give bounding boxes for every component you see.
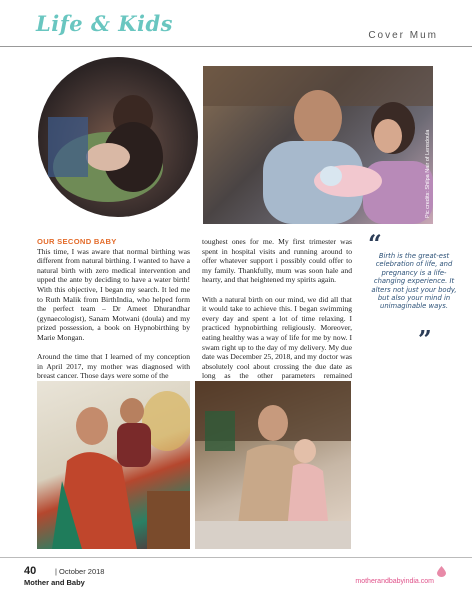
pull-quote: Birth is the great-est celebration of life, and pregnancy is a life-changing experience. It alters not just your body, but also your mind in unimaginable ways. (371, 252, 457, 311)
page-number: 40 (24, 565, 37, 577)
open-quote-mark: “ (368, 229, 382, 258)
header-divider (0, 46, 472, 47)
article-column-2 (202, 237, 352, 400)
section-label: Cover Mum (368, 30, 438, 41)
mother-breastfeeding-photo (38, 57, 198, 217)
photo-illustration (195, 381, 351, 549)
close-quote-mark: ” (418, 325, 432, 354)
article-paragraph: toughest ones for me. My first trimester was spent in hospital visits and running around to offer whatever support i possibly could offer to my family. Thankfully, mum was soon hale and hearty, and that heightened my spirits again. (202, 237, 352, 285)
photo-illustration (203, 66, 433, 224)
mother-with-daughter-photo (195, 381, 351, 549)
article-paragraph: This time, I was aware that normal birthing was different from natural birthing. I wanted to have a natural birth with zero medical intervention and upped the ante by deciding to have a water birth! With this objective, I began my search. It led me to Ruth Malik from BirthIndia, who helped form the perfect team – Dr Ameet Dhurandhar (gynaecologist), Sanam Motwani (doula) and my prized possession, a book on Hypnobirthing by Marie Mongan. (37, 246, 190, 342)
issue-date: | October 2018 (55, 567, 105, 576)
photo-credit: Pic credits: Shilpa Nair of Lensdoula (425, 129, 431, 218)
article-paragraph: With a natural birth on our mind, we did all that it would take to achieve this. I began swimming every day and spent a lot of time relaxing. I practiced hypnobirthing religiously. Moreover, eating healthy was a way of life for me by now. I swam right up to the day of my delivery. My due date was December 25, 2018, and my doctor was absolutely cool about crossing the due date as long as the other parameters remained (202, 294, 352, 381)
magazine-name: Mother and Baby (24, 578, 85, 587)
website-link[interactable]: motherandbabyindia.com (355, 578, 434, 585)
photo-illustration (37, 381, 190, 549)
photo-illustration (38, 57, 198, 217)
mother-with-son-photo (37, 381, 190, 549)
article-column-1 (37, 237, 190, 391)
parents-with-newborn-photo (203, 66, 433, 224)
article-subheading: OUR SECOND BABY (37, 237, 117, 246)
footer-divider (0, 557, 472, 558)
article-paragraph: Around the time that I learned of my conception in April 2017, my mother was diagnosed with breast cancer. Those days were some of the (37, 352, 190, 381)
brand-drop-icon (437, 566, 446, 577)
magazine-section-logo: Life & Kids (36, 11, 173, 36)
